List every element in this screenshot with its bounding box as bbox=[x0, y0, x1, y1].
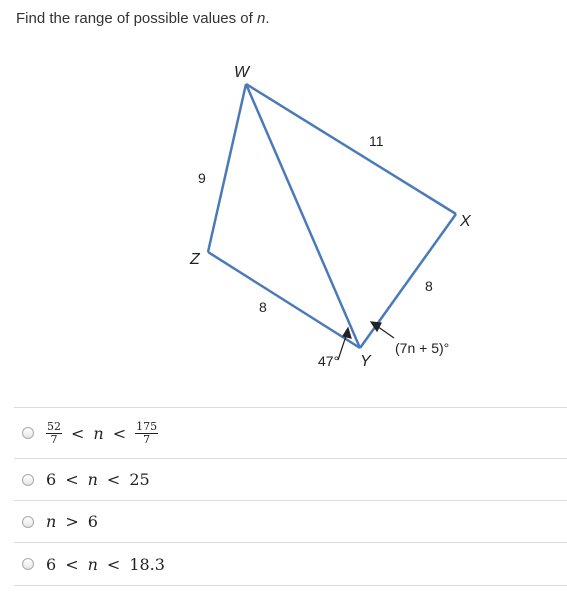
angle-label-left: 47° bbox=[318, 353, 340, 369]
variable: n bbox=[93, 423, 104, 443]
right-value: 18.3 bbox=[129, 554, 165, 574]
choice-1-expression bbox=[46, 421, 158, 446]
variable: n bbox=[46, 512, 57, 531]
question-prefix: Find the range of possible values of bbox=[16, 10, 257, 27]
right-value: 6 bbox=[87, 512, 98, 531]
left-value: 6 bbox=[46, 470, 57, 489]
vertex-label-x: X bbox=[460, 213, 471, 230]
variable: n bbox=[87, 554, 98, 574]
choice-4[interactable] bbox=[14, 542, 567, 586]
segment-zy bbox=[208, 252, 360, 348]
radio-button[interactable] bbox=[22, 427, 34, 439]
vertex-label-w: W bbox=[234, 64, 250, 81]
operator: < bbox=[65, 470, 79, 489]
vertex-label-z: Z bbox=[190, 251, 200, 268]
choice-3[interactable] bbox=[14, 500, 567, 542]
choice-1[interactable] bbox=[14, 407, 567, 458]
radio-button[interactable] bbox=[22, 516, 34, 528]
fraction-left-numerator: 52 bbox=[47, 419, 61, 433]
operator: < bbox=[65, 554, 79, 574]
right-value: 25 bbox=[129, 470, 150, 489]
operator: < bbox=[106, 470, 121, 489]
side-label-wx: 11 bbox=[369, 133, 384, 149]
choice-2[interactable] bbox=[14, 458, 567, 500]
variable: n bbox=[87, 470, 98, 489]
operator: > bbox=[65, 512, 79, 531]
angle-label-right: (7n + 5)° bbox=[395, 340, 450, 356]
choice-3-expression bbox=[46, 512, 98, 531]
radio-button[interactable] bbox=[22, 474, 34, 486]
segment-wx bbox=[246, 84, 456, 214]
question-variable: n bbox=[256, 10, 266, 27]
fraction-right-numerator: 175 bbox=[136, 419, 158, 433]
operator: < bbox=[71, 423, 85, 443]
answer-choices bbox=[14, 407, 567, 586]
question-suffix: . bbox=[265, 10, 270, 27]
side-label-wz: 9 bbox=[198, 170, 206, 186]
fraction-left-denominator: 7 bbox=[50, 432, 58, 446]
left-value: 6 bbox=[46, 554, 57, 574]
choice-4-expression bbox=[46, 555, 165, 574]
fraction-right-denominator: 7 bbox=[143, 432, 151, 446]
radio-button[interactable] bbox=[22, 558, 34, 570]
angle-arrow-right bbox=[371, 322, 394, 338]
vertex-label-y: Y bbox=[360, 353, 371, 370]
side-label-xy: 8 bbox=[425, 278, 433, 294]
fraction-right bbox=[135, 421, 158, 446]
operator: < bbox=[112, 423, 127, 443]
segment-wz bbox=[208, 84, 246, 252]
fraction-left bbox=[46, 421, 62, 446]
side-label-zy: 8 bbox=[259, 299, 267, 315]
choice-2-expression bbox=[46, 470, 150, 489]
operator: < bbox=[106, 554, 121, 574]
angle-arrow-left bbox=[338, 328, 351, 360]
